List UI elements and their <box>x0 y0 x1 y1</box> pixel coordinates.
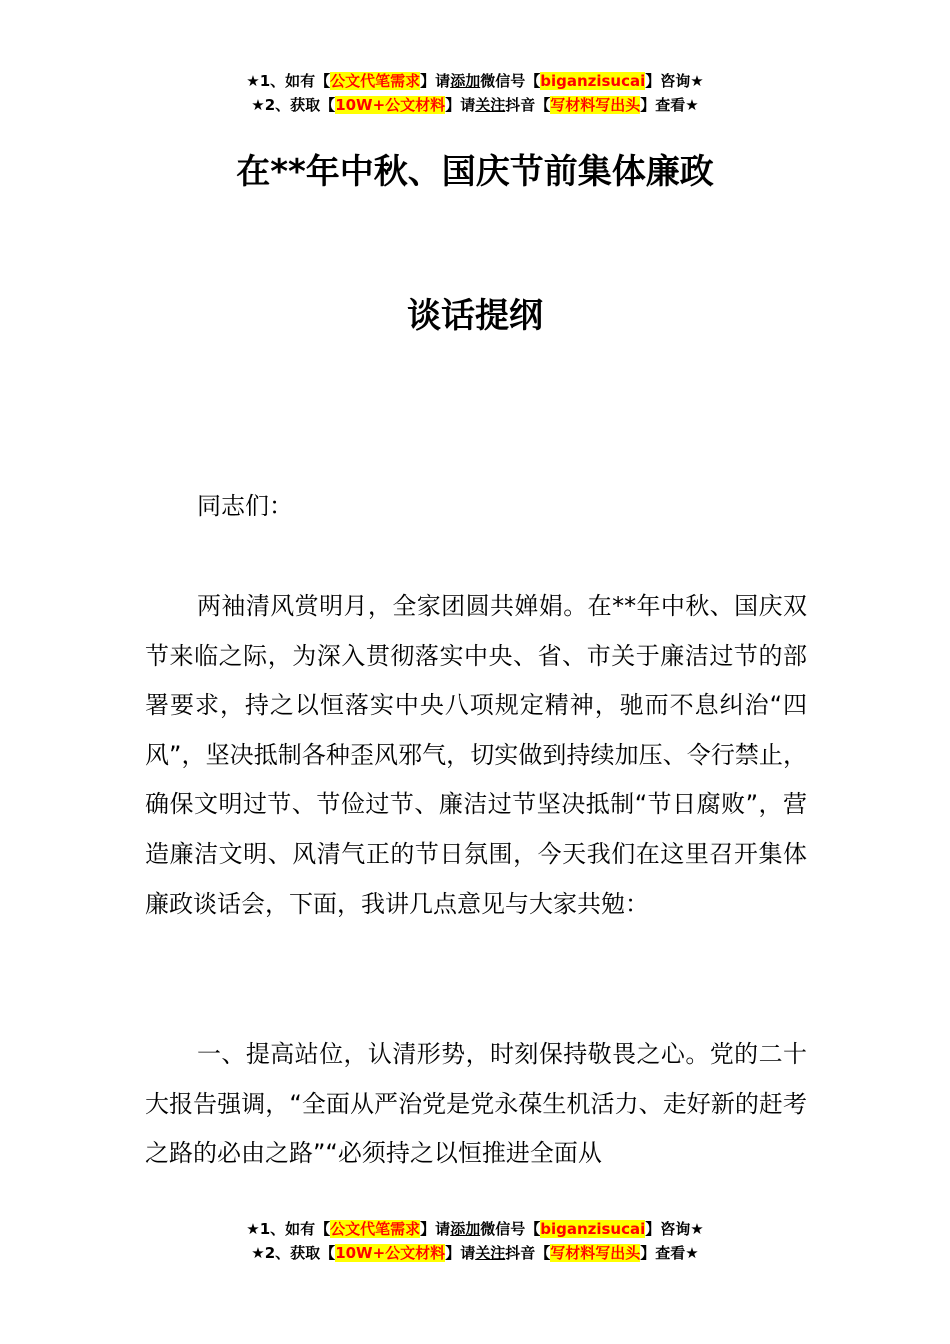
banner-text: 】查看★ <box>640 1244 699 1262</box>
banner-underline-text: 添加 <box>450 72 481 90</box>
banner-text: 】请 <box>420 1220 451 1238</box>
document-title-line-2: 谈话提纲 <box>407 296 543 336</box>
banner-highlight: 10W+公文材料 <box>335 96 446 114</box>
paragraph-1: 两袖清风赏明月，全家团圆共婵娟。在**年中秋、国庆双节来临之际，为深入贯彻落实中央、省、市关于廉洁过节的部署要求，持之以恒落实中央八项规定精神，驰而不息纠治“四风”，坚决抵制各种歪风邪气，切实做到持续加压、令行禁止，确保文明过节、节俭过节、廉洁过节坚决抵制“节日腐败”，营造廉洁文明、风清气正的节日氛围，今天我们在这里召开集体廉政谈话会，下面，我讲几点意见与大家共勉： <box>145 592 807 918</box>
banner-text: ★2、获取【 <box>251 96 336 114</box>
top-banner <box>0 69 950 117</box>
banner-text: 】请 <box>445 1244 476 1262</box>
banner-highlight: biganzisucai <box>540 1220 646 1238</box>
banner-text: 】咨询★ <box>645 1220 704 1238</box>
banner-underline-text: 添加 <box>450 1220 481 1238</box>
banner-highlight: 写材料写出头 <box>550 1244 641 1262</box>
banner-text: ★2、获取【 <box>251 1244 336 1262</box>
banner-text: 】请 <box>445 96 476 114</box>
banner-text: 】请 <box>420 72 451 90</box>
paragraph-2: 一、提高站位，认清形势，时刻保持敬畏之心。党的二十大报告强调，“全面从严治党是党永葆生机活力、走好新的赶考之路的必由之路”“必须持之以恒推进全面从 <box>145 1040 807 1168</box>
banner-line-2 <box>0 93 950 117</box>
banner-text: 微信号【 <box>480 72 541 90</box>
banner-text: 抖音【 <box>505 96 551 114</box>
document-title-line-1: 在**年中秋、国庆节前集体廉政 <box>236 152 714 192</box>
banner-text: 抖音【 <box>505 1244 551 1262</box>
banner-highlight: 公文代笔需求 <box>330 1220 421 1238</box>
banner-highlight: 写材料写出头 <box>550 96 641 114</box>
banner-highlight: 公文代笔需求 <box>330 72 421 90</box>
banner-line-1 <box>0 69 950 93</box>
banner-underline-text: 关注 <box>475 96 506 114</box>
bottom-banner <box>0 1217 950 1265</box>
banner-underline-text: 关注 <box>475 1244 506 1262</box>
greeting: 同志们： <box>197 492 293 520</box>
banner-highlight: biganzisucai <box>540 72 646 90</box>
page-bottom-margin <box>0 1180 950 1200</box>
banner-text: ★1、如有【 <box>246 72 331 90</box>
banner-text: 微信号【 <box>480 1220 541 1238</box>
banner-highlight: 10W+公文材料 <box>335 1244 446 1262</box>
banner-line-2 <box>0 1241 950 1265</box>
banner-text: ★1、如有【 <box>246 1220 331 1238</box>
banner-text: 】咨询★ <box>645 72 704 90</box>
banner-text: 】查看★ <box>640 96 699 114</box>
banner-line-1 <box>0 1217 950 1241</box>
